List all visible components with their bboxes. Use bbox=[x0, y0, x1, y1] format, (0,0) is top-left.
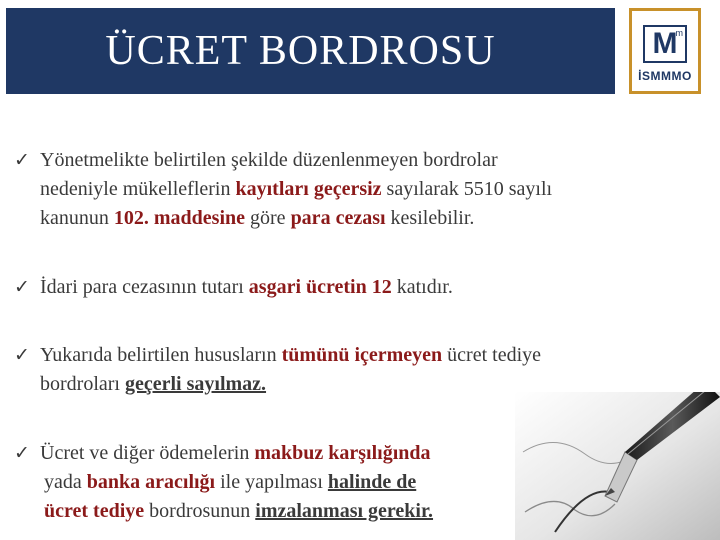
logo-text: İSMMMO bbox=[638, 69, 692, 83]
highlight-text: makbuz karşılığında bbox=[254, 442, 431, 464]
bullet-3-line-1 bbox=[40, 341, 541, 370]
check-icon: ✓ bbox=[14, 344, 30, 366]
bullet-1-line-2 bbox=[40, 175, 552, 204]
bullet-2 bbox=[14, 273, 453, 302]
title-banner bbox=[6, 8, 615, 94]
bullet-4-line-2 bbox=[44, 468, 433, 497]
text: İdari para cezasının tutarı bbox=[40, 276, 249, 298]
check-icon: ✓ bbox=[14, 149, 30, 171]
text: katıdır. bbox=[391, 276, 453, 298]
bullet-1-line-3 bbox=[40, 204, 552, 233]
bullet-3 bbox=[14, 341, 541, 399]
check-icon: ✓ bbox=[14, 442, 30, 464]
logo-mark bbox=[643, 25, 687, 63]
text: ücret tediye bbox=[442, 344, 542, 366]
underlined-text: imzalanması gerekir. bbox=[255, 500, 434, 522]
bullet-4-line-3 bbox=[44, 497, 433, 526]
highlight-text: kayıtları geçersiz bbox=[235, 178, 382, 200]
text: ile yapılması bbox=[215, 471, 328, 493]
underlined-text: halinde de bbox=[327, 471, 417, 493]
text: Yukarıda belirtilen hususların bbox=[40, 344, 282, 366]
bullet-1 bbox=[14, 146, 552, 233]
highlight-text: tümünü içermeyen bbox=[281, 344, 443, 366]
bullet-1-line-1 bbox=[40, 146, 552, 175]
bullet-4-line-1 bbox=[40, 439, 433, 468]
underlined-text: geçerli sayılmaz. bbox=[124, 373, 267, 395]
text: kanunun bbox=[40, 207, 114, 229]
highlight-text: 102. maddesine bbox=[113, 207, 246, 229]
bullet-4 bbox=[14, 439, 433, 526]
highlight-text: para cezası bbox=[290, 207, 386, 229]
page-title: ÜCRET BORDROSU bbox=[105, 28, 496, 74]
text: bordroları bbox=[40, 373, 125, 395]
logo-letter: M bbox=[652, 27, 678, 60]
highlight-text: ücret tediye bbox=[44, 500, 145, 522]
bullet-2-line-1 bbox=[40, 273, 453, 302]
text: kesilebilir. bbox=[385, 207, 475, 229]
text: sayılarak 5510 sayılı bbox=[381, 178, 553, 200]
logo-superscript: m bbox=[675, 28, 683, 38]
highlight-text: banka aracılığı bbox=[86, 471, 216, 493]
text: bordrosunun bbox=[144, 500, 256, 522]
ismmmo-logo bbox=[629, 8, 701, 94]
text: göre bbox=[245, 207, 291, 229]
text: Yönetmelikte belirtilen şekilde düzenlenmeyen bordrolar bbox=[40, 149, 498, 171]
pen-icon bbox=[515, 392, 720, 540]
check-icon: ✓ bbox=[14, 276, 30, 298]
text: yada bbox=[44, 471, 87, 493]
highlight-text: asgari ücretin 12 bbox=[248, 276, 392, 298]
bullet-3-line-2 bbox=[40, 370, 541, 399]
text: Ücret ve diğer ödemelerin bbox=[40, 442, 255, 464]
text: nedeniyle mükelleflerin bbox=[40, 178, 236, 200]
